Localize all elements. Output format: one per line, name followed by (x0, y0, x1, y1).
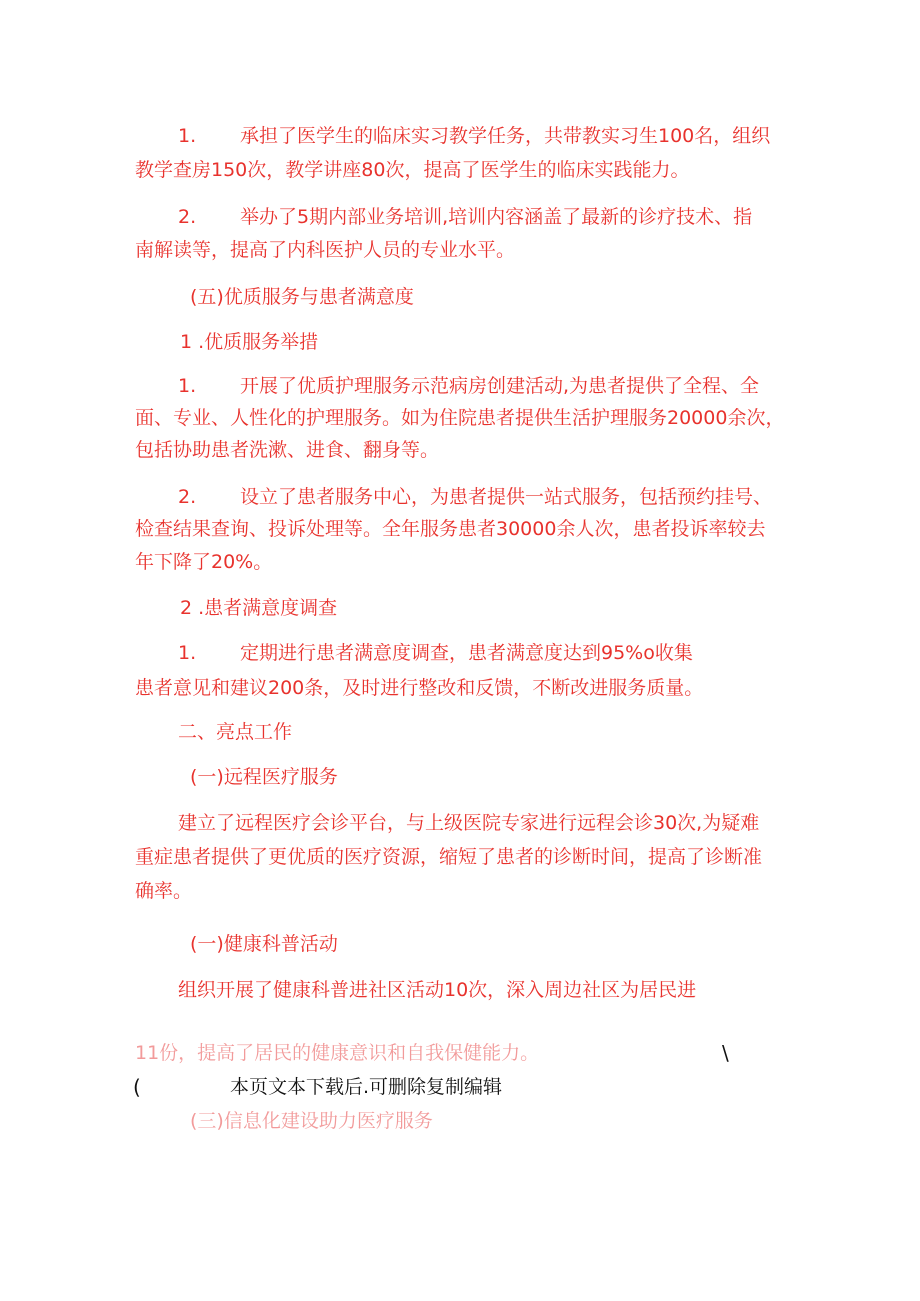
section-heading: 二、亮点工作 (178, 721, 293, 743)
paragraph-line: 重症患者提供了更优质的医疗资源，缩短了患者的诊断时间，提高了诊断准 (135, 846, 763, 868)
faded-subsection-heading: (三)信息化建设助力医疗服务 (190, 1110, 433, 1132)
paragraph-line: 南解读等，提高了内科医护人员的专业水平。 (135, 239, 516, 261)
paragraph-line: 检查结果查询、投诉处理等。全年服务患者30000余人次，患者投诉率较去 (135, 518, 766, 540)
watermark-paren: ( (133, 1075, 141, 1099)
paragraph-line: 教学查房150次，教学讲座80次，提高了医学生的临床实践能力。 (135, 159, 690, 181)
paragraph-line: 年下降了20%。 (135, 551, 273, 573)
watermark-slash: \ (722, 1041, 729, 1065)
paragraph-line (178, 485, 772, 509)
subsection-heading: (一)远程医疗服务 (190, 766, 338, 788)
paragraph-text: 开展了优质护理服务示范病房创建活动,为患者提供了全程、全 (240, 375, 760, 397)
subsection-heading: (一)健康科普活动 (190, 933, 338, 955)
list-number: 1. (178, 125, 197, 147)
paragraph-line: 患者意见和建议200条，及时进行整改和反馈，不断改进服务质量。 (135, 677, 704, 699)
list-number: 2. (178, 486, 197, 508)
paragraph-text: 承担了医学生的临床实习教学任务，共带教实习生100名，组织 (240, 125, 771, 147)
paragraph-line: 包括协助患者洗漱、进食、翻身等。 (135, 439, 440, 461)
list-number: 1. (178, 642, 197, 664)
paragraph-text: 定期进行患者满意度调查，患者满意度达到95%o收集 (240, 642, 693, 664)
paragraph-line: 确率。 (135, 880, 193, 902)
paragraph-line (178, 641, 693, 665)
list-number: 1. (178, 375, 197, 397)
watermark-notice: 本页文本下载后.可删除复制编辑 (230, 1076, 503, 1098)
subsection-heading: 1 .优质服务举措 (180, 331, 319, 353)
paragraph-line: 面、专业、人性化的护理服务。如为住院患者提供生活护理服务20000余次， (135, 407, 785, 429)
paragraph-line: 组织开展了健康科普进社区活动10次，深入周边社区为居民进 (178, 979, 697, 1001)
paragraph-text: 举办了5期内部业务培训,培训内容涵盖了最新的诊疗技术、指 (240, 206, 753, 228)
paragraph-text: 设立了患者服务中心，为患者提供一站式服务，包括预约挂号、 (240, 486, 773, 508)
subsection-heading: 2 .患者满意度调查 (180, 597, 338, 619)
faded-paragraph-line: 11份，提高了居民的健康意识和自我保健能力。 (135, 1042, 540, 1064)
paragraph-line: 建立了远程医疗会诊平台，与上级医院专家进行远程会诊30次,为疑难 (178, 812, 760, 834)
paragraph-line (178, 374, 759, 398)
list-number: 2. (178, 206, 197, 228)
paragraph-line (178, 124, 770, 148)
section-heading: (五)优质服务与患者满意度 (190, 286, 414, 308)
paragraph-line (178, 205, 752, 229)
